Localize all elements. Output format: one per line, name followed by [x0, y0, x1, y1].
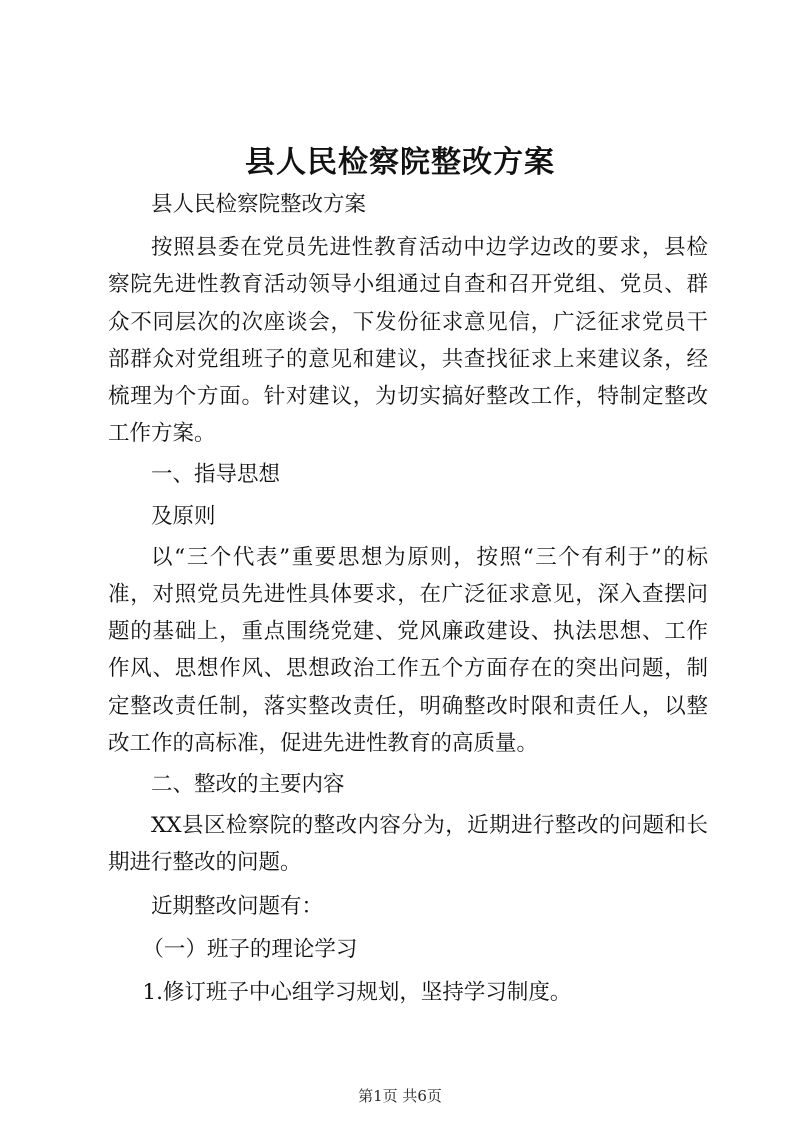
page-footer: 第1页 共6页	[358, 1087, 442, 1105]
paragraph-near-term: 近期整改问题有：	[151, 893, 324, 919]
list-item-1: 1.修订班子中心组学习规划，坚持学习制度。	[142, 980, 572, 1006]
paragraph-principles: 以“三个代表”重要思想为原则，按照“三个有利于”的标准，对照党员先进性具体要求，在广泛征求意见，深入查摆问题的基础上，重点围绕党建、党风廉政建设、执法思想、工作作风、思想作风、思想政治工作五个方面存在的突出问题，制定整改责任制，落实整改责任，明确整改时限和责任人，以整改工作的高标准，促进先进性教育的高质量。	[108, 544, 708, 756]
heading-principles: 及原则	[151, 503, 216, 529]
paragraph-content-scope: XX县区检察院的整改内容分为，近期进行整改的问题和长期进行整改的问题。	[108, 813, 708, 876]
heading-main-content: 二、整改的主要内容	[151, 772, 345, 798]
heading-guiding-thought: 一、指导思想	[151, 462, 281, 488]
document-body	[108, 186, 708, 1011]
document-title: 县人民检察院整改方案	[245, 145, 555, 180]
heading-theory-study: （一）班子的理论学习	[142, 936, 358, 962]
paragraph-intro: 按照县委在党员先进性教育活动中边学边改的要求，县检察院先进性教育活动领导小组通过自查和召开党组、党员、群众不同层次的次座谈会，下发份征求意见信，广泛征求党员干部群众对党组班子的意见和建议，共查找征求上来建议条，经梳理为个方面。针对建议，为切实搞好整改工作，特制定整改工作方案。	[108, 235, 708, 447]
paragraph-subtitle: 县人民检察院整改方案	[151, 192, 367, 217]
